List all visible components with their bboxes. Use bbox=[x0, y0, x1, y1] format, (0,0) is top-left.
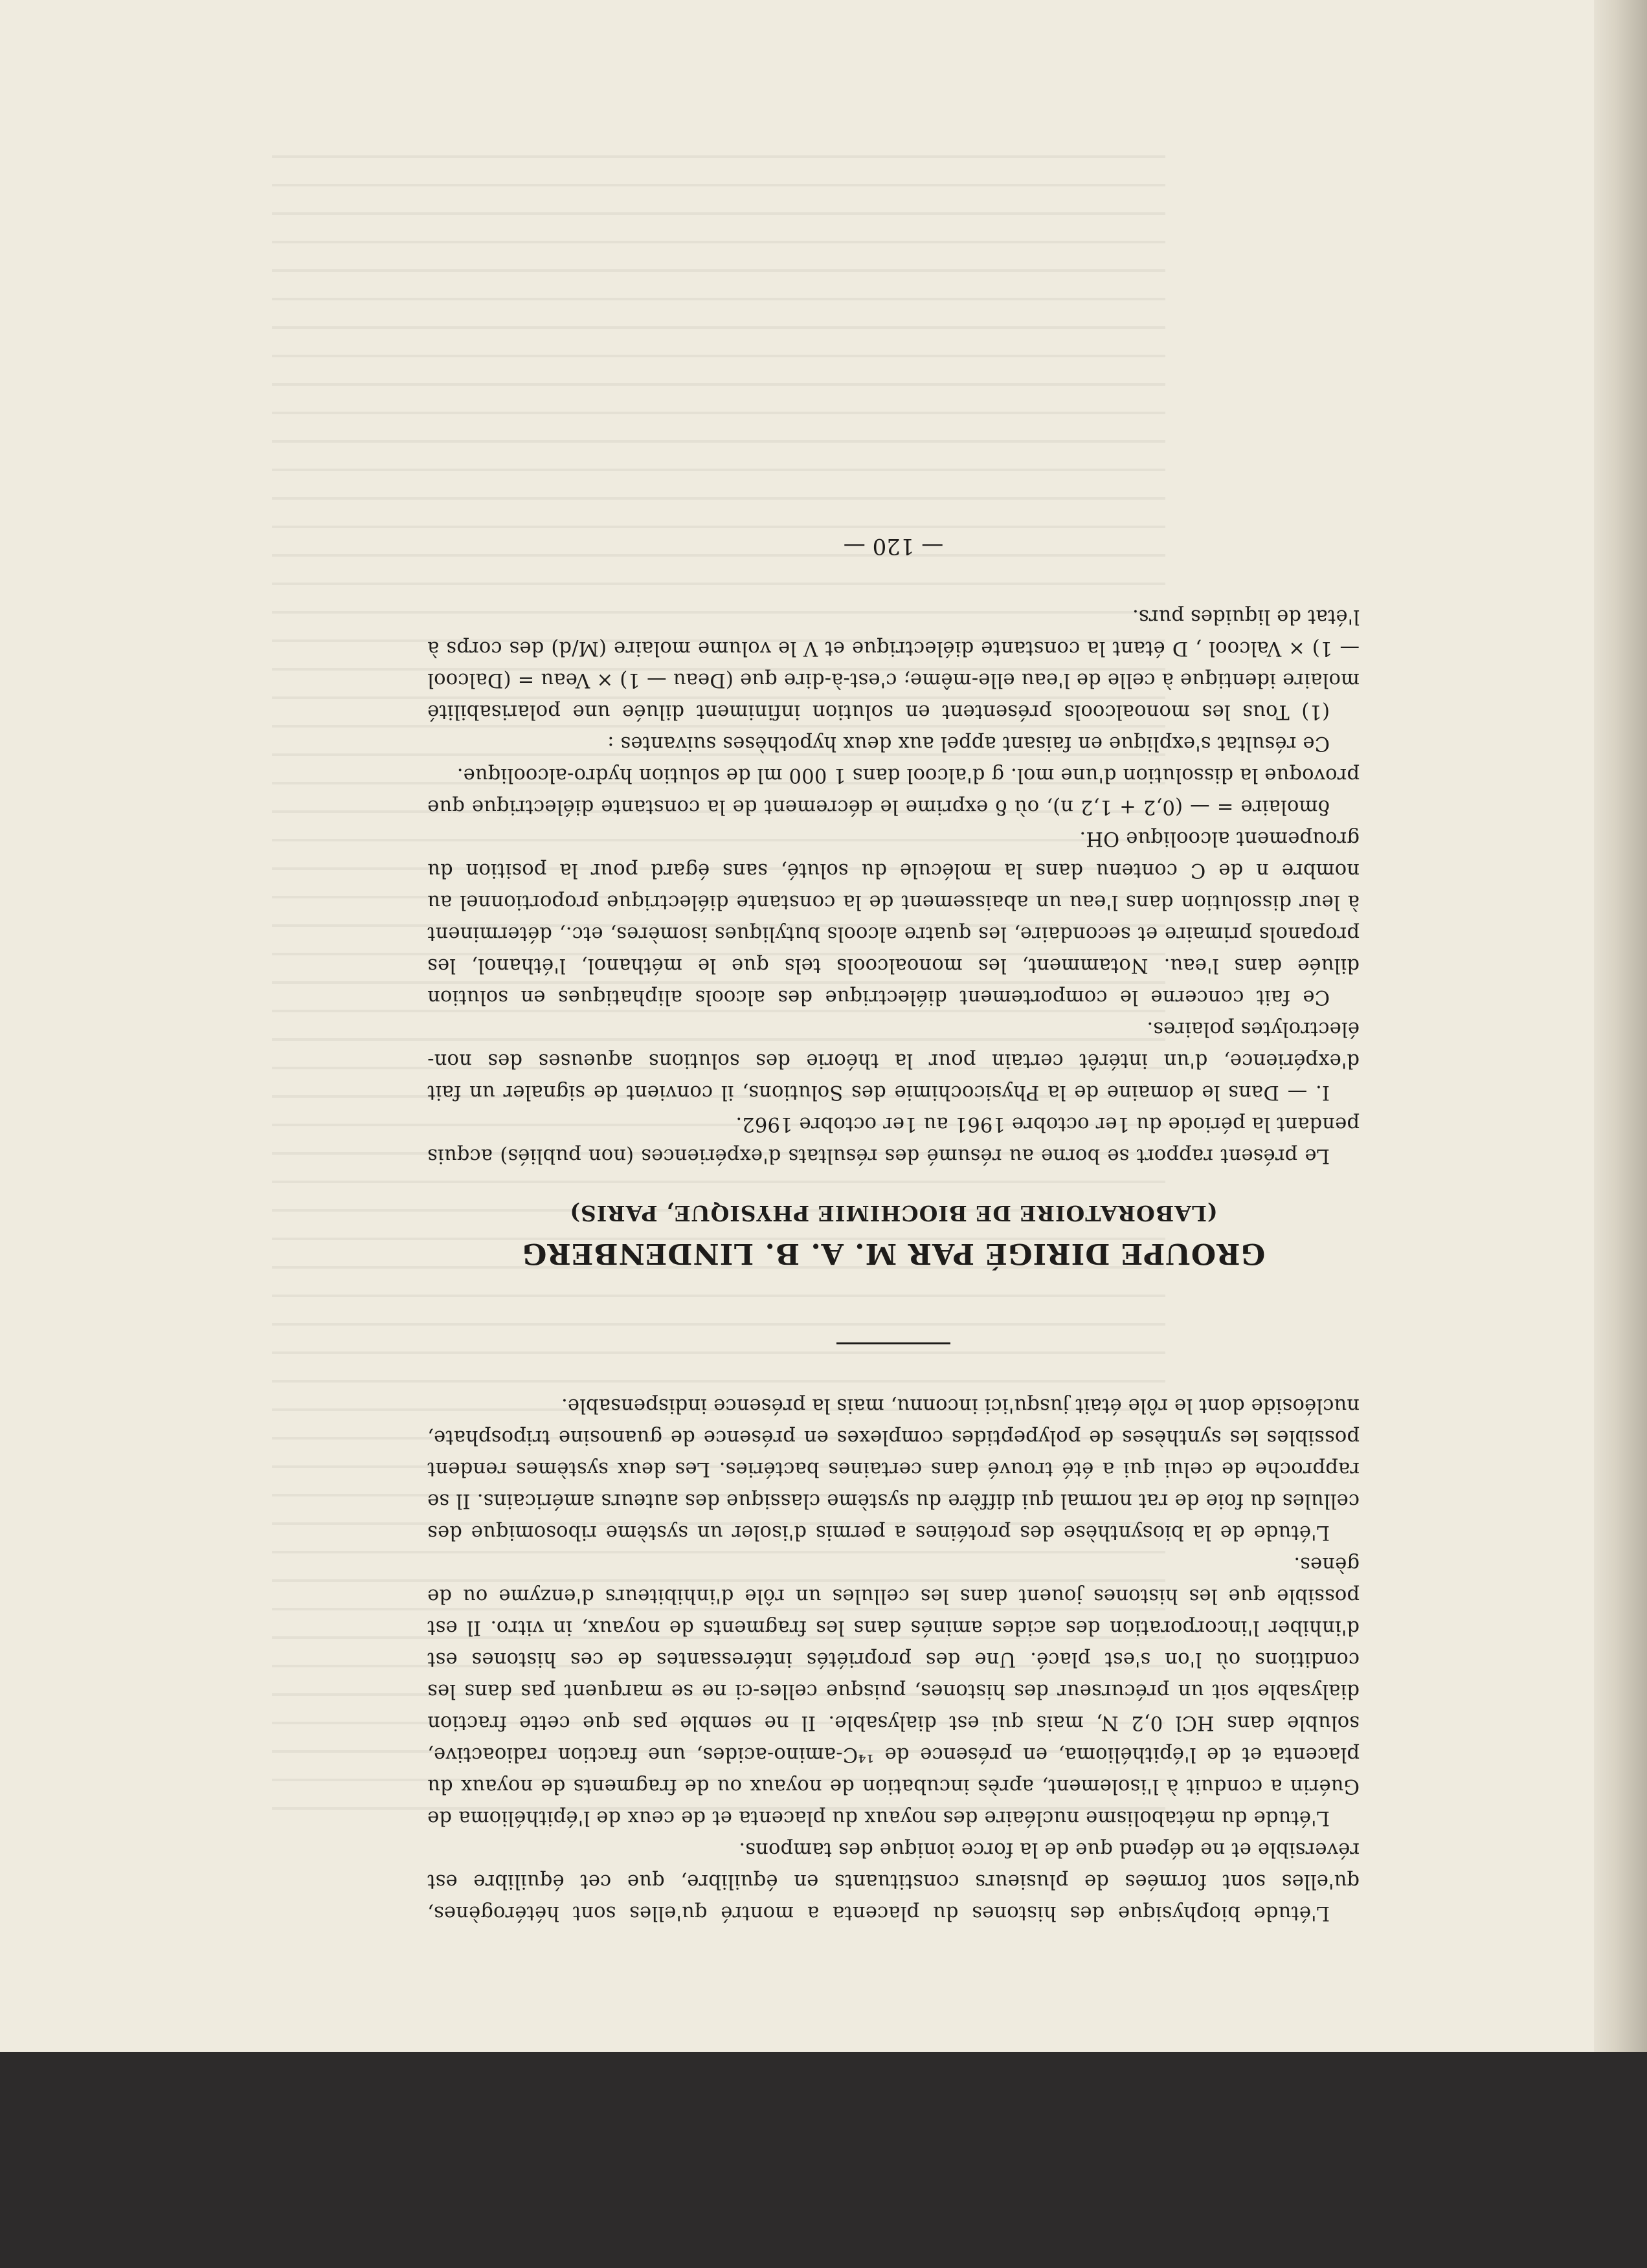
paragraph-nuclear-metabolism: L'étude du métabolisme nucléaire des noyaux du placenta et de ceux de l'épithélioma de Guérin a conduit à l'isolement, après incubation de noyaux ou de fragments de noyaux du placenta et de l'épithélioma, en présence de ¹⁴C-amino-acides, une fraction radioactive, soluble dans HCl 0,2 N, mais qui est dialysable. Il ne semble pas que cette fraction dialysable soit un précurseur des histones, puisque celles-ci ne se marquent pas dans les conditions où l'on s'est placé. Une des propriétés intéressantes de ces histones est d'inhiber l'incorporation des acides aminés dans les fragments de noyaux, in vitro. Il est possible que les histones jouent dans les cellules un rôle d'inhibiteurs d'enzyme ou de gènes. bbox=[427, 1553, 1360, 1829]
paragraph-molar-decrement-formula: δmolaire = — (0,2 + 1,2 n), où δ exprime le décrement de la constante diélectrique que provoque la dissolution d'une mol. g d'alcool dans 1 000 ml de solution hydro-alcoolique. bbox=[427, 764, 1360, 818]
page-edge-shadow bbox=[1594, 0, 1647, 2052]
paragraph-histones-biophysics: L'étude biophysique des histones du placenta a montré qu'elles sont hétérogènes, qu'elles sont formées de plusieurs constituants en équilibre, que cet équilibre est réversible et ne dépend que de la force ionique des tampons. bbox=[427, 1838, 1360, 1924]
section-divider-rule bbox=[836, 1342, 950, 1344]
section-heading-title: GROUPE DIRIGÉ PAR M. A. B. LINDENBERG bbox=[521, 1237, 1266, 1270]
page-text-block bbox=[427, 531, 1360, 1929]
report-body bbox=[427, 601, 1360, 1172]
page-number: — 120 — bbox=[843, 533, 944, 559]
paragraph-solutions-physicochemistry: I. — Dans le domaine de la Physicochimie des Solutions, il convient de signaler un fait d'expérience, d'un intérêt certain pour la théorie des solutions aqueuses des non-électrolytes polaires. bbox=[427, 1017, 1360, 1104]
paragraph-report-scope: Le présent rapport se borne au résumé des résultats d'expériences (non publiés) acquis pendant la période du 1er octobre 1961 au 1er octobre 1962. bbox=[427, 1113, 1360, 1167]
upside-down-page-content bbox=[427, 311, 1360, 1929]
paragraph-dielectric-behavior: Ce fait concerne le comportement diélectrique des alcools aliphatiques en solution diluée dans l'eau. Notamment, les monoalcools tels que le méthanol, l'éthanol, les propanols primaire et secondaire, les quatre alcools butyliques isomères, etc., déterminent à leur dissolution dans l'eau un abaissement de la constante diélectrique proportionnel au nombre n de C contenu dans la molécule du soluté, sans égard pour la position du groupement alcoolique OH. bbox=[427, 827, 1360, 1008]
section-heading-subtitle: (LABORATOIRE DE BIOCHIMIE PHYSIQUE, PARIS) bbox=[569, 1201, 1218, 1226]
paragraph-hypotheses-intro: Ce résultat s'explique en faisant appel aux deux hypothèses suivantes : bbox=[607, 732, 1330, 755]
paragraph-hypothesis-one: (1) Tous les monoalcools présentent en solution infiniment diluée une polarisabilité molaire identique à celle de l'eau elle-même; c'est-à-dire que (Deau — 1) × Veau = (Dalcool — 1) × Valcool , D étant la constante diélectrique et V le volume molaire (M/d) des corps à l'état de liquides purs. bbox=[427, 605, 1360, 723]
paragraph-protein-biosynthesis: L'étude de la biosynthèse des protéines a permis d'isoler un système ribosomique des cellules du foie de rat normal qui diffère du système classique des auteurs américains. Il se rapproche de celui qui a été trouvé dans certaines bactéries. Les deux systèmes rendent possibles les synthèses de polypeptides complexes en présence de guanosine triposphate, nucléoside dont le rôle était jusqu'ici inconnu, mais la présence indispensable. bbox=[427, 1394, 1360, 1544]
